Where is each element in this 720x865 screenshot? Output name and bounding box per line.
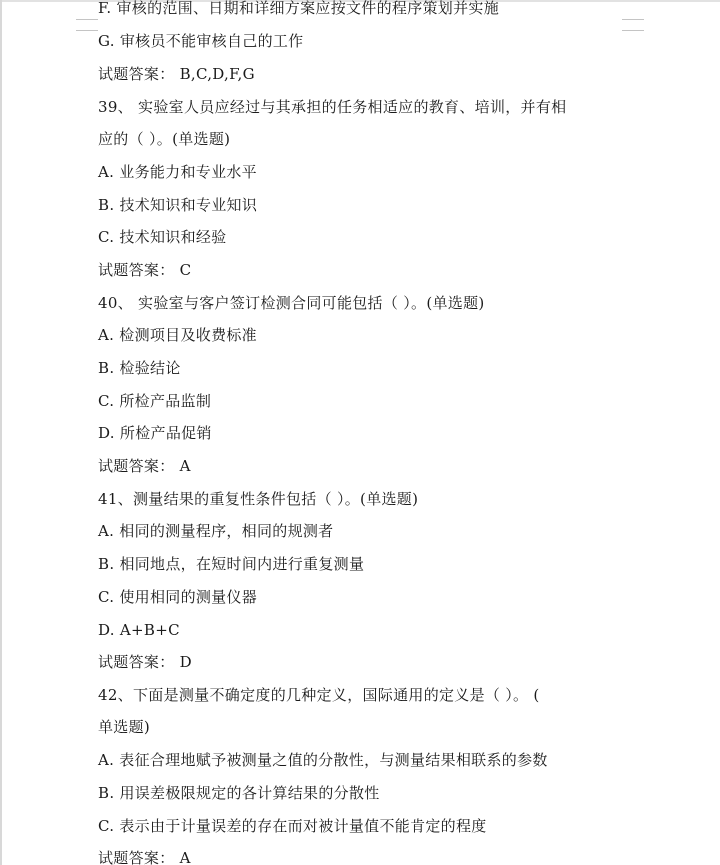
answer-line: 试题答案： B,C,D,F,G (98, 65, 255, 83)
question-line: 39、 实验室人员应经过与其承担的任务相适应的教育、培训，并有相 (98, 98, 567, 116)
option-line: B. 用误差极限规定的各计算结果的分散性 (98, 784, 380, 802)
answer-line: 试题答案： A (98, 849, 191, 865)
option-line: D. 所检产品促销 (98, 424, 212, 442)
question-line: 40、 实验室与客户签订检测合同可能包括（ ）。(单选题) (98, 294, 485, 312)
option-line: G. 审核员不能审核自己的工作 (98, 32, 304, 50)
option-line: A. 表征合理地赋予被测量之值的分散性，与测量结果相联系的参数 (98, 751, 548, 769)
option-line: C. 技术知识和经验 (98, 228, 227, 246)
question-line: 单选题) (98, 718, 151, 736)
answer-line: 试题答案： C (98, 261, 192, 279)
option-line: A. 检测项目及收费标准 (98, 326, 257, 344)
right-margin-crop-mark (622, 19, 644, 31)
answer-line: 试题答案： D (98, 653, 192, 671)
option-line: A. 业务能力和专业水平 (98, 163, 257, 181)
option-line: C. 表示由于计量误差的存在而对被计量值不能肯定的程度 (98, 817, 487, 835)
option-line: B. 相同地点，在短时间内进行重复测量 (98, 555, 365, 573)
question-line: 42、下面是测量不确定度的几种定义，国际通用的定义是（ ）。 ( (98, 686, 540, 704)
left-margin-crop-mark (76, 19, 98, 31)
option-line: D. A+B+C (98, 621, 180, 639)
option-line: C. 所检产品监制 (98, 392, 212, 410)
answer-line: 试题答案： A (98, 457, 191, 475)
page-left-edge (0, 0, 2, 865)
option-line: B. 检验结论 (98, 359, 181, 377)
question-line: 应的（ ）。(单选题) (98, 130, 231, 148)
option-line: B. 技术知识和专业知识 (98, 196, 258, 214)
question-line: 41、测量结果的重复性条件包括（ ）。(单选题) (98, 490, 419, 508)
option-line: C. 使用相同的测量仪器 (98, 588, 258, 606)
option-line: A. 相同的测量程序，相同的规测者 (98, 522, 334, 540)
option-line: F. 审核的范围、日期和详细方案应按文件的程序策划并实施 (98, 0, 500, 17)
